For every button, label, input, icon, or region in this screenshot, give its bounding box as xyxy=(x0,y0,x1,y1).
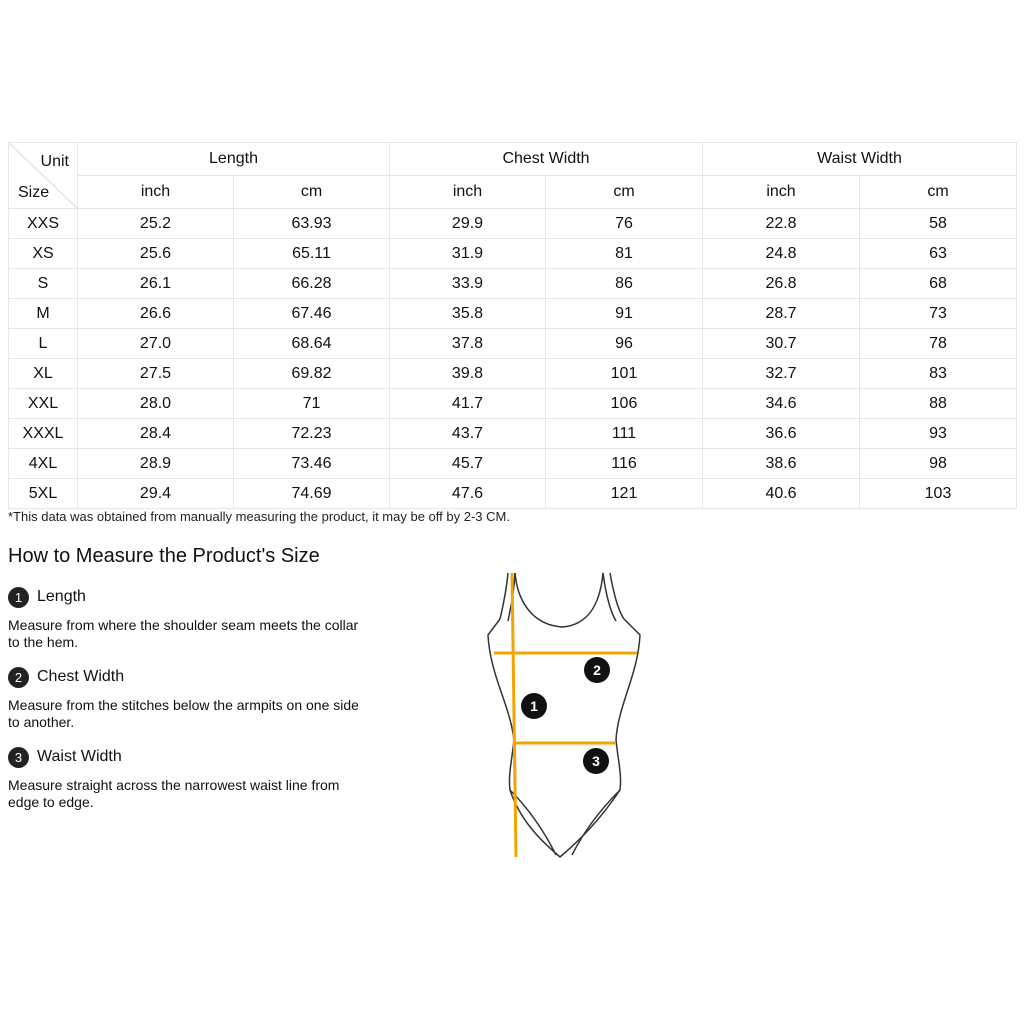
measurement-cell: 81 xyxy=(546,239,703,269)
table-body xyxy=(9,209,1017,509)
group-header-waist-width: Waist Width xyxy=(703,143,1017,176)
step-title: Waist Width xyxy=(37,748,122,765)
measurement-disclaimer: *This data was obtained from manually measuring the product, it may be off by 2-3 CM. xyxy=(8,509,510,524)
marker-1-label: 1 xyxy=(530,698,538,714)
measurement-cell: 24.8 xyxy=(703,239,860,269)
measurement-cell: 74.69 xyxy=(234,479,390,509)
measurement-cell: 41.7 xyxy=(390,389,546,419)
measurement-cell: 28.9 xyxy=(78,449,234,479)
measurement-cell: 63.93 xyxy=(234,209,390,239)
table-row xyxy=(9,479,1017,509)
length-measure-line xyxy=(512,573,516,857)
measurement-cell: 67.46 xyxy=(234,299,390,329)
measurement-cell: 32.7 xyxy=(703,359,860,389)
neckline xyxy=(515,573,603,627)
measurement-cell: 22.8 xyxy=(703,209,860,239)
measurement-cell: 34.6 xyxy=(703,389,860,419)
group-header-length: Length xyxy=(78,143,390,176)
measurement-cell: 93 xyxy=(860,419,1017,449)
measurement-cell: 78 xyxy=(860,329,1017,359)
measurement-cell: 26.8 xyxy=(703,269,860,299)
measurement-cell: 69.82 xyxy=(234,359,390,389)
table-row xyxy=(9,269,1017,299)
measurement-cell: 96 xyxy=(546,329,703,359)
step-title-row xyxy=(8,585,368,609)
measurement-cell: 35.8 xyxy=(390,299,546,329)
right-strap-inner xyxy=(603,573,616,621)
measurement-cell: 43.7 xyxy=(390,419,546,449)
unit-header: inch xyxy=(703,176,860,209)
size-cell: XXL xyxy=(9,389,78,419)
measurement-cell: 91 xyxy=(546,299,703,329)
swimsuit-outline-icon xyxy=(480,565,650,865)
measurement-cell: 28.7 xyxy=(703,299,860,329)
group-header-chest-width: Chest Width xyxy=(390,143,703,176)
measurement-cell: 47.6 xyxy=(390,479,546,509)
size-cell: XS xyxy=(9,239,78,269)
step-title-row xyxy=(8,745,368,769)
measurement-cell: 27.5 xyxy=(78,359,234,389)
measurement-cell: 71 xyxy=(234,389,390,419)
size-cell: L xyxy=(9,329,78,359)
size-cell: XXS xyxy=(9,209,78,239)
body-outline xyxy=(488,619,640,857)
marker-2-label: 2 xyxy=(593,662,601,678)
measurement-cell: 68 xyxy=(860,269,1017,299)
step-number-badge: 2 xyxy=(8,667,29,688)
step-title: Length xyxy=(37,588,86,605)
size-cell: M xyxy=(9,299,78,329)
table-row xyxy=(9,449,1017,479)
step-description: Measure from the stitches below the armpits on one side to another. xyxy=(8,697,359,730)
measurement-cell: 73 xyxy=(860,299,1017,329)
table-row xyxy=(9,389,1017,419)
measurement-cell: 121 xyxy=(546,479,703,509)
measurement-cell: 38.6 xyxy=(703,449,860,479)
measurement-cell: 98 xyxy=(860,449,1017,479)
size-cell: S xyxy=(9,269,78,299)
step-description: Measure from where the shoulder seam meets the collar to the hem. xyxy=(8,617,359,650)
measurement-cell: 26.1 xyxy=(78,269,234,299)
unit-header: inch xyxy=(78,176,234,209)
measurement-cell: 58 xyxy=(860,209,1017,239)
unit-header: cm xyxy=(860,176,1017,209)
size-cell: 5XL xyxy=(9,479,78,509)
measurement-cell: 26.6 xyxy=(78,299,234,329)
measurement-cell: 30.7 xyxy=(703,329,860,359)
size-cell: 4XL xyxy=(9,449,78,479)
measurement-cell: 28.0 xyxy=(78,389,234,419)
step-number-badge: 3 xyxy=(8,747,29,768)
unit-header: inch xyxy=(390,176,546,209)
measurement-cell: 101 xyxy=(546,359,703,389)
measurement-cell: 73.46 xyxy=(234,449,390,479)
measurement-cell: 111 xyxy=(546,419,703,449)
measurement-cell: 27.0 xyxy=(78,329,234,359)
measurement-cell: 40.6 xyxy=(703,479,860,509)
measurement-cell: 37.8 xyxy=(390,329,546,359)
measurement-cell: 63 xyxy=(860,239,1017,269)
corner-unit-label: Unit xyxy=(40,153,69,170)
marker-3-label: 3 xyxy=(592,753,600,769)
table-row xyxy=(9,329,1017,359)
step-chest-width xyxy=(8,665,368,731)
measurement-cell: 106 xyxy=(546,389,703,419)
measurement-cell: 65.11 xyxy=(234,239,390,269)
measurement-cell: 28.4 xyxy=(78,419,234,449)
measurement-cell: 76 xyxy=(546,209,703,239)
corner-size-label: Size xyxy=(18,184,50,201)
measurement-cell: 25.2 xyxy=(78,209,234,239)
measurement-cell: 29.4 xyxy=(78,479,234,509)
measurement-cell: 103 xyxy=(860,479,1017,509)
step-length xyxy=(8,585,368,651)
size-cell: XL xyxy=(9,359,78,389)
table-row xyxy=(9,359,1017,389)
left-strap xyxy=(500,573,508,619)
measurement-cell: 68.64 xyxy=(234,329,390,359)
step-title: Chest Width xyxy=(37,668,125,685)
unit-header: cm xyxy=(546,176,703,209)
measurement-cell: 86 xyxy=(546,269,703,299)
size-chart-table xyxy=(8,142,1017,509)
measurement-cell: 31.9 xyxy=(390,239,546,269)
table-row xyxy=(9,239,1017,269)
step-waist-width xyxy=(8,745,368,811)
measurement-cell: 33.9 xyxy=(390,269,546,299)
unit-header: cm xyxy=(234,176,390,209)
table-row xyxy=(9,299,1017,329)
table-row xyxy=(9,209,1017,239)
step-number-badge: 1 xyxy=(8,587,29,608)
guide-heading: How to Measure the Product's Size xyxy=(8,545,320,567)
measurement-cell: 25.6 xyxy=(78,239,234,269)
measurement-cell: 72.23 xyxy=(234,419,390,449)
table-corner-cell xyxy=(9,143,78,209)
measurement-cell: 66.28 xyxy=(234,269,390,299)
step-description: Measure straight across the narrowest waist line from edge to edge. xyxy=(8,777,340,810)
measurement-cell: 116 xyxy=(546,449,703,479)
measurement-cell: 39.8 xyxy=(390,359,546,389)
measurement-cell: 88 xyxy=(860,389,1017,419)
table-row xyxy=(9,419,1017,449)
measurement-cell: 29.9 xyxy=(390,209,546,239)
size-cell: XXXL xyxy=(9,419,78,449)
measurement-cell: 45.7 xyxy=(390,449,546,479)
step-title-row xyxy=(8,665,368,689)
measurement-cell: 36.6 xyxy=(703,419,860,449)
measurement-cell: 83 xyxy=(860,359,1017,389)
